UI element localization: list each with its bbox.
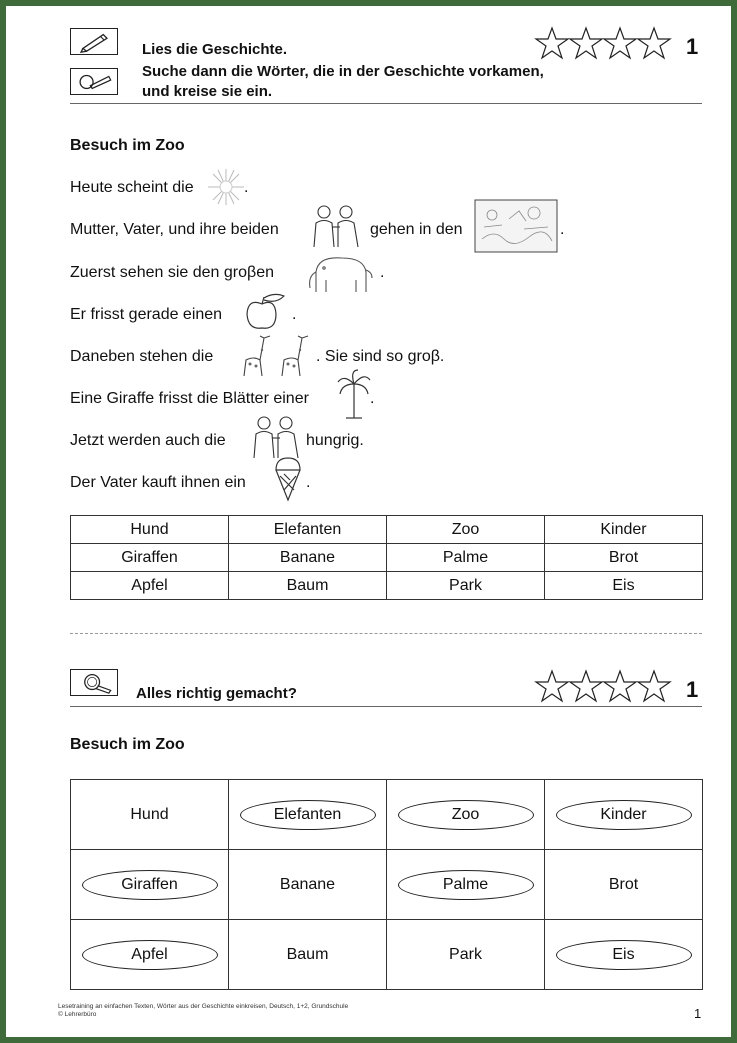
story-text: Jetzt werden auch die [70, 432, 226, 449]
story-text: Mutter, Vater, und ihre beiden [70, 221, 279, 238]
word-cell[interactable]: Palme [387, 544, 545, 572]
solution-table [70, 779, 703, 990]
header-divider [70, 706, 702, 707]
header-divider [70, 103, 702, 104]
word: Brot [608, 875, 639, 893]
level-number: 1 [686, 34, 699, 59]
word-cell[interactable]: Elefanten [229, 516, 387, 544]
instruction-line-1: Lies die Geschichte. [142, 41, 288, 58]
difficulty-stars-icon [534, 25, 678, 65]
zoo-icon [474, 199, 558, 258]
children-icon [308, 203, 364, 254]
solution-cell [387, 780, 545, 850]
story-text: Er frisst gerade einen [70, 306, 223, 323]
story-text: Heute scheint die [70, 179, 194, 196]
story-text: Eine Giraffe frisst die Blätter einer [70, 390, 309, 407]
palm-icon [336, 368, 375, 425]
story-text: Daneben stehen die [70, 348, 214, 365]
word-cell[interactable]: Baum [229, 572, 387, 600]
story-text: . Sie sind so groβ. [316, 348, 445, 365]
word-cell[interactable]: Park [387, 572, 545, 600]
footer-source: Lesetraining an einfachen Texten, Wörter aus der Geschichte einkreisen, Deutsch, 1+2, Grundschule [58, 1003, 349, 1010]
instruction-line-2: Suche dann die Wörter, die in der Geschichte vorkamen, [142, 63, 544, 80]
elephant-icon [306, 250, 376, 299]
magnifier-icon [70, 669, 118, 696]
solution-cell [229, 780, 387, 850]
word-cell[interactable]: Kinder [545, 516, 703, 544]
story-text: Zuerst sehen sie den groβen [70, 264, 274, 281]
story-line-4 [70, 306, 297, 324]
story-line-6 [70, 390, 375, 408]
circled-word: Palme [398, 870, 534, 900]
solution-cell [387, 850, 545, 920]
giraffes-icon [236, 330, 316, 383]
cut-line [70, 633, 702, 634]
solution-cell [387, 920, 545, 990]
magnifier-pencil-icon [70, 68, 118, 95]
word: Baum [286, 945, 329, 963]
story-text: . [292, 306, 297, 323]
story-text: Der Vater kauft ihnen ein [70, 474, 246, 491]
word-cell[interactable]: Giraffen [71, 544, 229, 572]
story-line-7 [70, 432, 364, 450]
solution-cell [71, 780, 229, 850]
circled-word: Apfel [82, 940, 218, 970]
story-line-8 [70, 474, 311, 492]
level-number: 1 [686, 677, 699, 702]
solution-cell [545, 780, 703, 850]
story-line-5 [70, 348, 445, 366]
circled-word: Zoo [398, 800, 534, 830]
story-text: . [306, 474, 311, 491]
icecream-icon [270, 454, 306, 507]
story-text: gehen in den [370, 221, 463, 238]
word: Park [449, 945, 482, 963]
story-text: . [244, 179, 249, 196]
circled-word: Elefanten [240, 800, 376, 830]
word-cell[interactable]: Zoo [387, 516, 545, 544]
story-line-1 [70, 179, 249, 197]
circled-word: Kinder [556, 800, 692, 830]
word: Hund [130, 805, 169, 823]
story-title: Besuch im Zoo [70, 137, 185, 154]
solution-cell [229, 850, 387, 920]
solution-title: Besuch im Zoo [70, 736, 185, 753]
footer-copyright: © Lehrerbüro [58, 1011, 97, 1018]
word: Banane [279, 875, 336, 893]
instruction-line-3: und kreise sie ein. [142, 83, 273, 100]
word-cell[interactable]: Brot [545, 544, 703, 572]
solution-cell [229, 920, 387, 990]
word-table [70, 515, 703, 600]
solution-cell [545, 850, 703, 920]
story-text: . [370, 390, 375, 407]
story-text: . [560, 221, 565, 238]
story-text: hungrig. [306, 432, 364, 449]
solution-cell [545, 920, 703, 990]
sun-icon [206, 167, 249, 212]
solution-cell [71, 850, 229, 920]
circled-word: Giraffen [82, 870, 218, 900]
word-cell[interactable]: Hund [71, 516, 229, 544]
difficulty-stars-icon [534, 668, 678, 708]
solution-cell [71, 920, 229, 990]
word-cell[interactable]: Banane [229, 544, 387, 572]
worksheet-page [6, 6, 731, 1037]
story-line-2 [70, 221, 565, 239]
story-text: . [380, 264, 385, 281]
word-cell[interactable]: Eis [545, 572, 703, 600]
story-line-3 [70, 264, 385, 282]
word-cell[interactable]: Apfel [71, 572, 229, 600]
pencil-icon [70, 28, 118, 55]
page-number: 1 [694, 1006, 702, 1021]
circled-word: Eis [556, 940, 692, 970]
check-instruction: Alles richtig gemacht? [136, 685, 297, 702]
